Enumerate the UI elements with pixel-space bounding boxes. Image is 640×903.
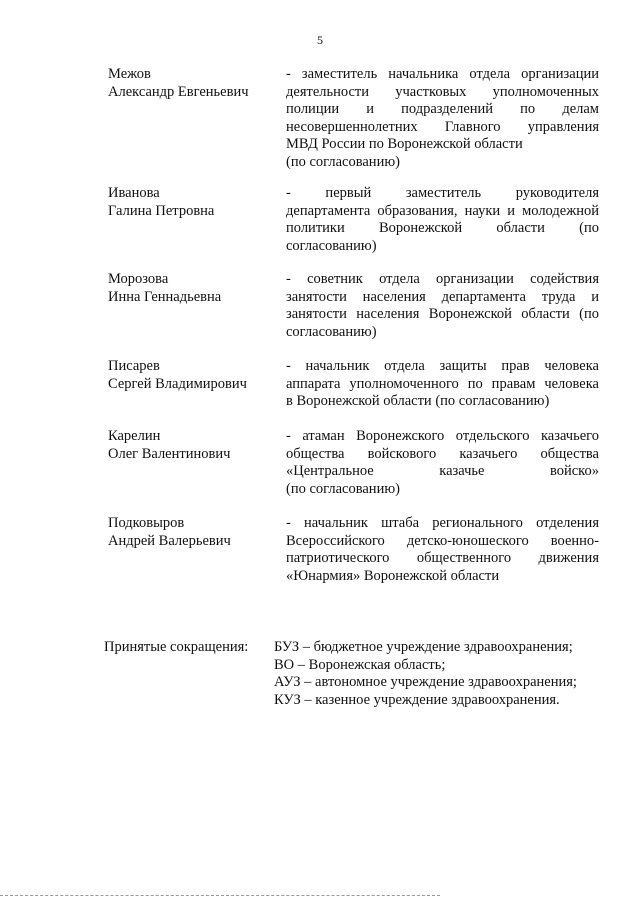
abbreviations-list bbox=[274, 639, 614, 709]
role-line: деятельности участковых уполномоченных bbox=[286, 83, 599, 100]
member-role bbox=[286, 358, 599, 411]
role-line: - советник отдела организации содействия bbox=[286, 271, 599, 287]
member-name bbox=[108, 271, 278, 306]
role-line: - начальник отдела защиты прав человека bbox=[286, 358, 599, 374]
member-name bbox=[108, 358, 278, 393]
role-line: (по согласованию) bbox=[286, 480, 400, 497]
role-line: (по согласованию) bbox=[286, 153, 400, 170]
abbreviation-item: АУЗ – автономное учреждение здравоохранения; bbox=[274, 674, 577, 690]
member-role bbox=[286, 515, 599, 585]
member-surname: Карелин bbox=[108, 428, 161, 444]
role-line: - начальник штаба регионального отделения bbox=[286, 515, 599, 531]
member-role bbox=[286, 66, 599, 171]
member-surname: Межов bbox=[108, 66, 151, 82]
abbreviation-item: ВО – Воронежская область; bbox=[274, 656, 446, 673]
abbreviation-item: КУЗ – казенное учреждение здравоохранения. bbox=[274, 691, 560, 708]
role-line: занятости населения департамента труда и bbox=[286, 288, 599, 305]
role-line: департамента образования, науки и молодежной bbox=[286, 202, 599, 219]
member-role bbox=[286, 271, 599, 341]
member-given-names: Сергей Владимирович bbox=[108, 375, 247, 392]
role-line: - атаман Воронежского отдельского казачьего bbox=[286, 428, 599, 444]
role-line: - заместитель начальника отдела организации bbox=[286, 66, 599, 82]
member-given-names: Олег Валентинович bbox=[108, 445, 231, 462]
member-surname: Морозова bbox=[108, 271, 169, 287]
role-line: общества войскового казачьего общества bbox=[286, 445, 599, 462]
page-number: 5 bbox=[317, 33, 323, 47]
role-line: полиции и подразделений по делам bbox=[286, 101, 599, 117]
role-line: согласованию) bbox=[286, 237, 377, 254]
member-role bbox=[286, 428, 599, 498]
member-given-names: Александр Евгеньевич bbox=[108, 83, 249, 100]
member-given-names: Андрей Валерьевич bbox=[108, 532, 231, 549]
role-line: в Воронежской области (по согласованию) bbox=[286, 393, 550, 409]
member-surname: Подковыров bbox=[108, 515, 185, 531]
role-line: МВД России по Воронежской области bbox=[286, 136, 523, 152]
role-line: согласованию) bbox=[286, 323, 377, 340]
role-line: - первый заместитель руководителя bbox=[286, 185, 599, 201]
role-line: патриотического общественного движения bbox=[286, 550, 599, 566]
role-line: аппарата уполномоченного по правам человека bbox=[286, 375, 599, 392]
member-name bbox=[108, 66, 278, 101]
role-line: «Юнармия» Воронежской области bbox=[286, 567, 500, 584]
member-surname: Иванова bbox=[108, 185, 160, 201]
member-role bbox=[286, 185, 599, 255]
member-name bbox=[108, 515, 278, 550]
member-name bbox=[108, 428, 278, 463]
member-given-names: Инна Геннадьевна bbox=[108, 288, 222, 305]
abbreviation-item: БУЗ – бюджетное учреждение здравоохранения; bbox=[274, 639, 573, 655]
abbreviations-label: Принятые сокращения: bbox=[104, 639, 249, 655]
page-footer-rule bbox=[0, 895, 440, 896]
role-line: Всероссийского детско-юношеского военно- bbox=[286, 532, 599, 549]
role-line: несовершеннолетних Главного управления bbox=[286, 118, 599, 135]
member-given-names: Галина Петровна bbox=[108, 202, 215, 219]
member-surname: Писарев bbox=[108, 358, 160, 374]
role-line: «Центральное казачье войско» bbox=[286, 463, 599, 479]
role-line: занятости населения Воронежской области (по bbox=[286, 306, 599, 322]
role-line: политики Воронежской области (по bbox=[286, 220, 599, 236]
member-name bbox=[108, 185, 278, 220]
